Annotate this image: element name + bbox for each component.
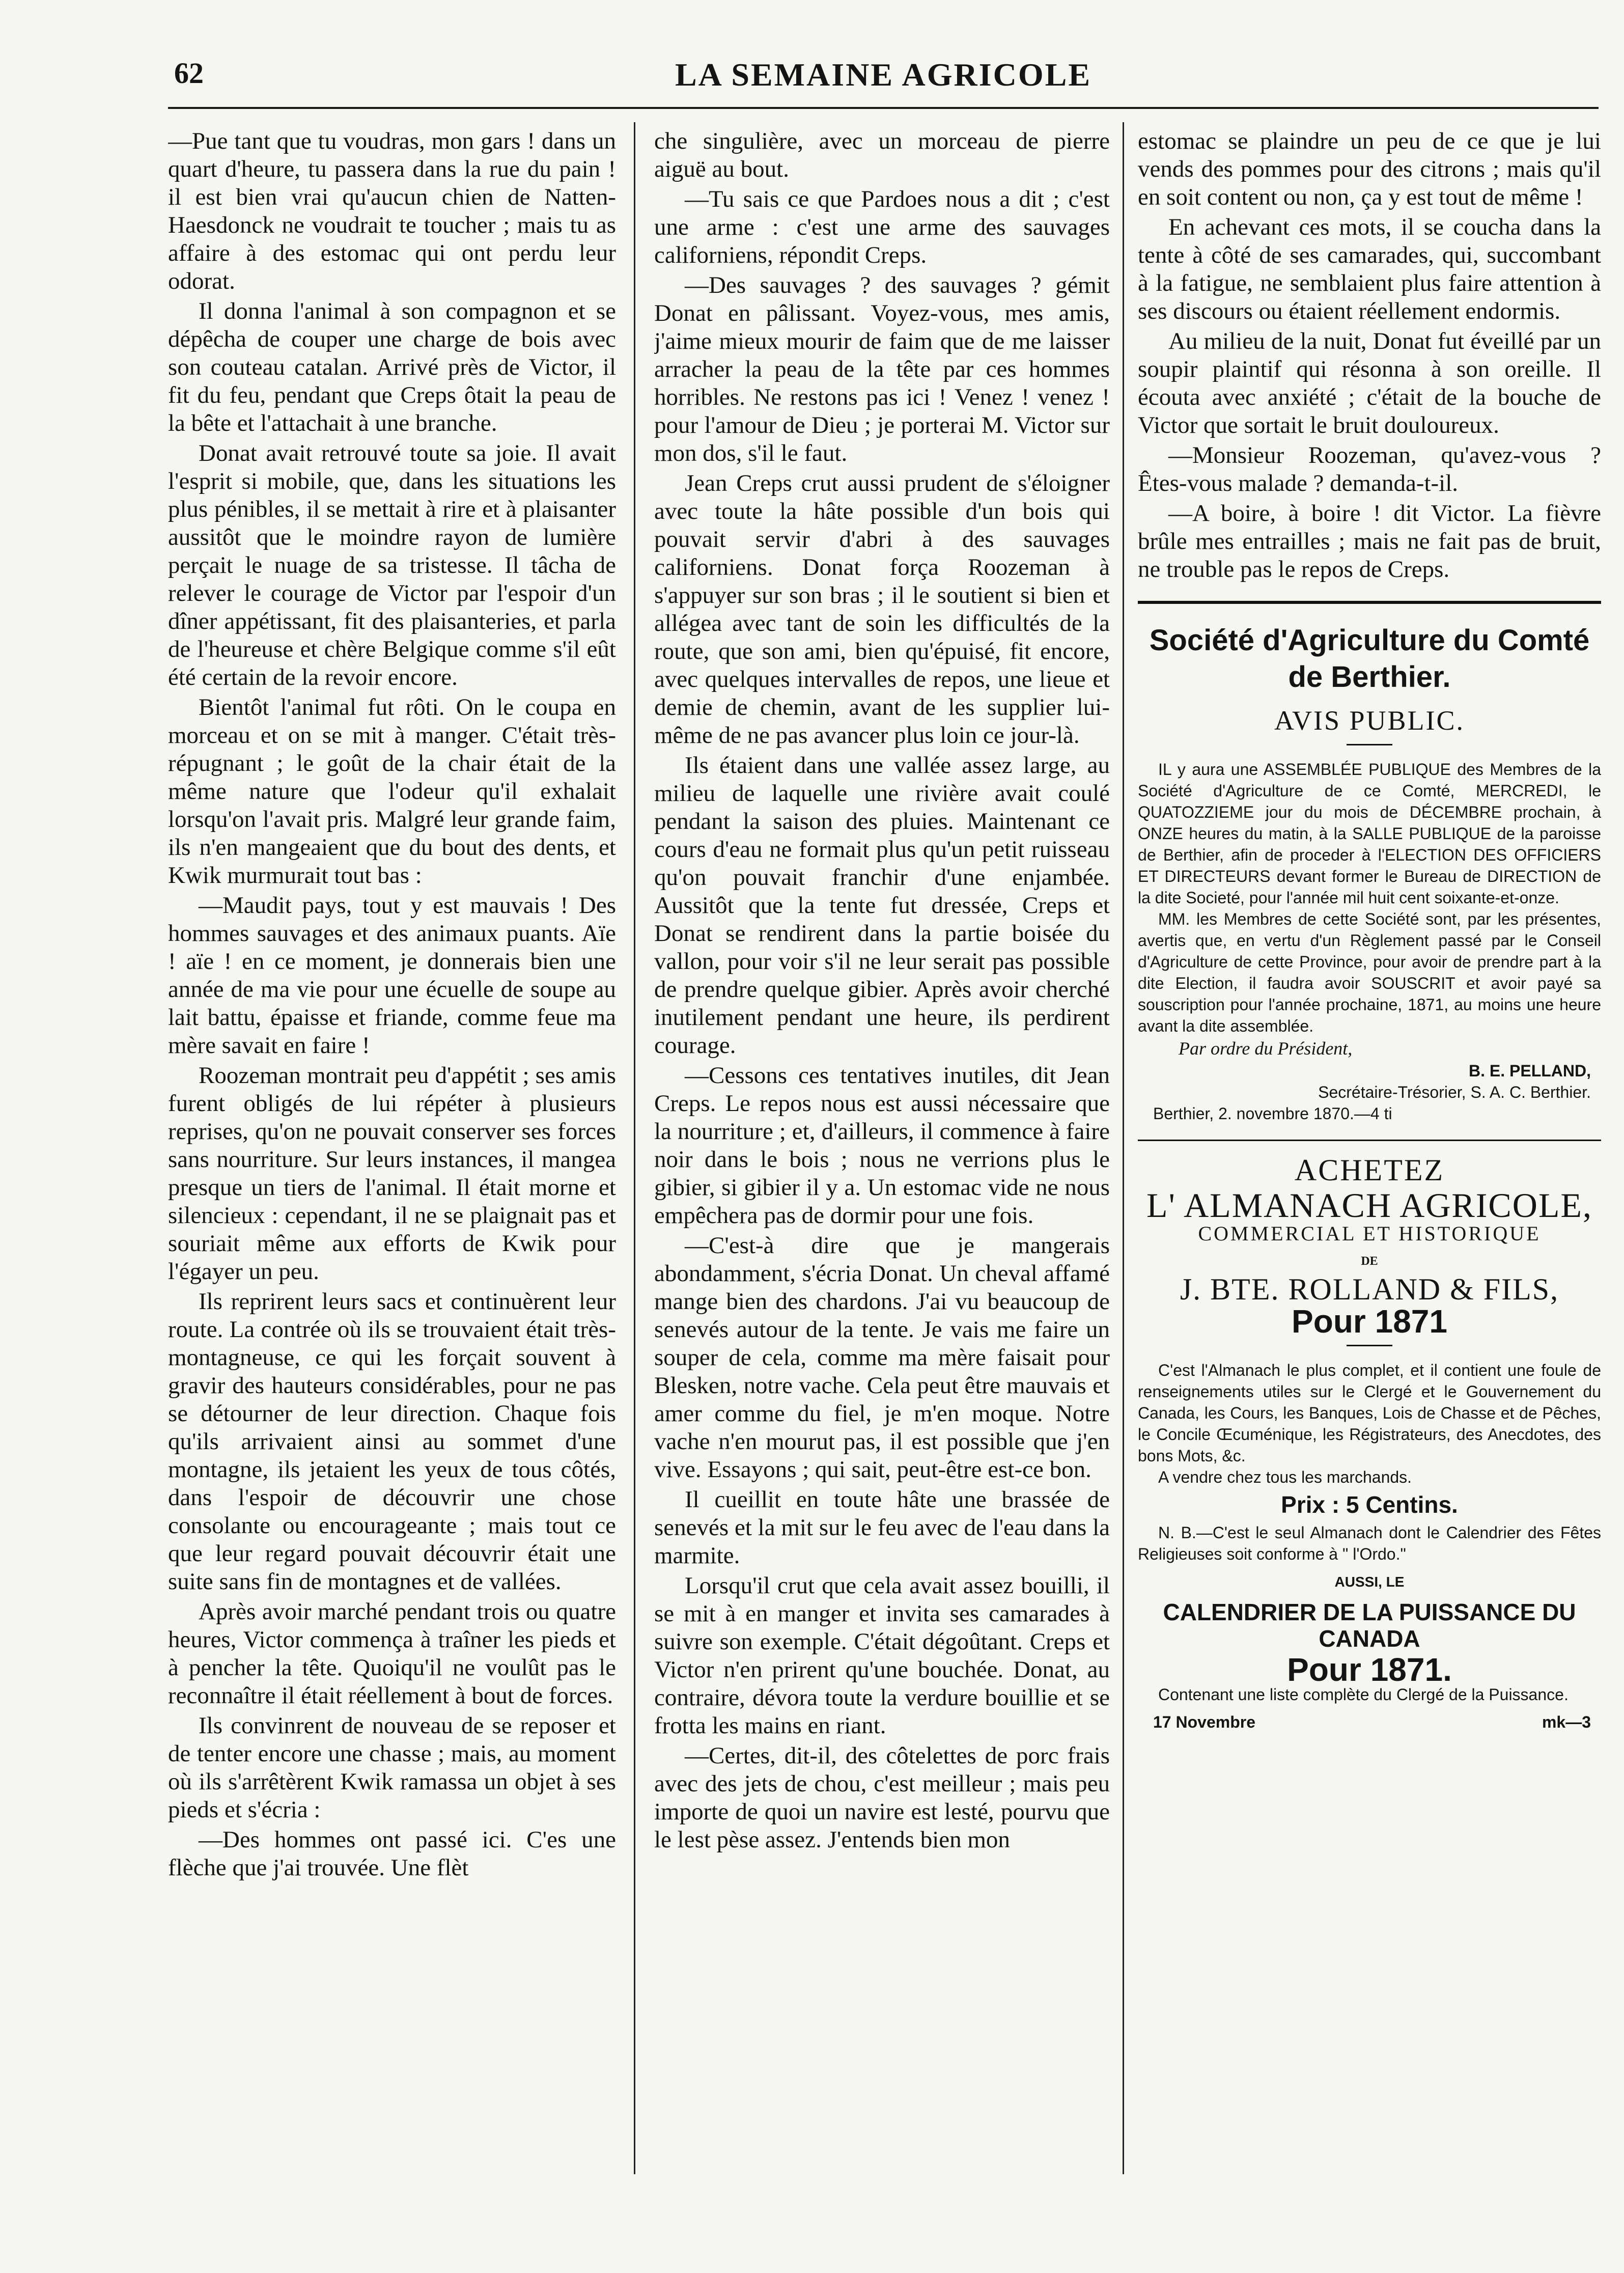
paragraph: Au milieu de la nuit, Donat fut éveillé par un soupir plaintif qui résonna à son oreille. Il écouta avec anxiété ; c'était de la bouche de Victor que sortait le bruit douloureux. <box>1138 328 1601 438</box>
paragraph: Donat avait retrouvé toute sa joie. Il avait l'esprit si mobile, que, dans les situations les plus pénibles, il se mettait à rire et à plaisanter aussitôt que le moindre rayon de lumière perçait le nuage de sa tristesse. Il tâcha de relever le courage de Victor par l'espoir d'un dîner appétissant, fit des plaisanteries, et parla de l'heureuse et chère Belgique comme s'il eût été certain de la revoir encore. <box>168 440 616 690</box>
paragraph: —Pue tant que tu voudras, mon gars ! dans un quart d'heure, tu passera dans la rue du pain ! il est bien vrai qu'aucun chien de Natten-Haesdonck ne voudrait te toucher ; mais tu as affaire à des estomac qui ont perdu leur odorat. <box>168 128 616 294</box>
paragraph: Il cueillit en toute hâte une brassée de senevés et la mit sur le feu avec de l'eau dans la marmite. <box>654 1486 1110 1569</box>
ad-calendar-title: CALENDRIER DE LA PUISSANCE DU CANADA <box>1163 1599 1576 1652</box>
paragraph: En achevant ces mots, il se coucha dans la tente à côté de ses camarades, qui, succombant à la fatigue, ne semblaient plus faire attention à ses discours ou étaient réellement endormis. <box>1138 214 1601 324</box>
notice-heading: Société d'Agriculture du Comté de Berthier. <box>1149 624 1590 694</box>
paragraph: —Monsieur Roozeman, qu'avez-vous ? Êtes-vous malade ? demanda-t-il. <box>1138 442 1601 496</box>
paragraph: —C'est-à dire que je mangerais abondamment, s'écria Donat. Un cheval affamé mange bien des chardons. J'ai vu beaucoup de senevés autour de la tente. Je vais me faire un souper de cela, comme ma mère faisait pour Blesken, notre vache. Cela peut être mauvais et amer comme du fiel, je m'en moque. Notre vache n'en mourut pas, il est possible que j'en vive. Essayons ; qui sait, peut-être est-ce bon. <box>654 1232 1110 1483</box>
paragraph: Lorsqu'il crut que cela avait assez bouilli, il se mit à en manger et invita ses camarades à suivre son exemple. C'était dégoûtant. Creps et Victor n'en prirent qu'une bouchée. Donat, au contraire, dévora toute la verdure bouillie et se frotta les mains en riant. <box>654 1572 1110 1739</box>
ad-calendar-description: Contenant une liste complète du Clergé de la Puissance. <box>1158 1685 1569 1704</box>
ad-note: N. B.—C'est le seul Almanach dont le Calendrier des Fêtes Religieuses soit conforme à " l'Ordo." <box>1138 1523 1601 1563</box>
paragraph: Il donna l'animal à son compagnon et se dépêcha de couper une charge de bois avec son couteau catalan. Arrivé près de Victor, il fit du feu, pendant que Creps ôtait la peau de la bête et l'attachait à une branche. <box>168 298 616 436</box>
notice-title: AVIS PUBLIC. <box>1274 705 1465 736</box>
column-rule <box>1123 122 1124 2174</box>
ad-subtitle: COMMERCIAL ET HISTORIQUE <box>1198 1222 1541 1245</box>
paragraph: —A boire, à boire ! dit Victor. La fièvre brûle mes entrailles ; mais ne fait pas de bruit, ne trouble pas le repos de Creps. <box>1138 500 1601 583</box>
notice-date: Berthier, 2. novembre 1870.—4 ti <box>1153 1104 1392 1123</box>
ad-sale: A vendre chez tous les marchands. <box>1158 1468 1412 1486</box>
paragraph: estomac se plaindre un peu de ce que je lui vends des pommes pour des citrons ; mais qu'il en soit content ou non, ça y est tout de même ! <box>1138 128 1601 210</box>
section-divider <box>1138 601 1601 604</box>
ad-calendar-year: Pour 1871. <box>1287 1651 1452 1688</box>
ad-footer-date: 17 Novembre <box>1153 1713 1255 1731</box>
notice-body: MM. les Membres de cette Société sont, par les présentes, avertis que, en vertu d'un Règlement passé par le Conseil d'Agriculture de cette Province, pour avoir de prendre part à la dite Election, il faudra avoir SOUSCRIT et avoir payé sa souscription pour l'année prochaine, 1871, au moins une heure avant la dite assemblée. <box>1138 910 1601 1035</box>
ad-title: L' ALMANACH AGRICOLE, <box>1146 1186 1592 1225</box>
story-column-2 <box>654 127 1110 2174</box>
paragraph: —Des hommes ont passé ici. C'es une flèche que j'ai trouvée. Une flèt <box>168 1826 616 1881</box>
column-rule <box>634 122 635 2174</box>
ad-de: DE <box>1361 1255 1378 1268</box>
notice-signer-title: Secrétaire-Trésorier, S. A. C. Berthier. <box>1318 1083 1591 1101</box>
ad-aussi: AUSSI, LE <box>1334 1574 1405 1590</box>
paragraph: Jean Creps crut aussi prudent de s'éloigner avec toute la hâte possible d'un bois qui pouvait servir d'abri à des sauvages californiens. Donat força Roozeman à s'appuyer sur son bras ; il le soutient si bien et allégea avec tant de soin les difficultés de la route, que son ami, bien qu'épuisé, fit encore, avec quelques intervalles de repos, une lieue et demie de chemin, avant de les supplier lui-même de ne pas avancer plus loin ce jour-là. <box>654 470 1110 749</box>
paragraph: Roozeman montrait peu d'appétit ; ses amis furent obligés de lui répéter à plusieurs reprises, qu'on ne pouvait conserver ses forces sans nourriture. Sur leurs instances, il mangea presque un tiers de l'animal. Il était morne et silencieux : cependant, il ne se plaignait pas et souriait même aux efforts de Kwik pour l'égayer un peu. <box>168 1062 616 1285</box>
ad-year: Pour 1871 <box>1292 1303 1447 1340</box>
ad-description: C'est l'Almanach le plus complet, et il contient une foule de renseignements utiles sur le Clergé et le Gouvernement du Canada, les Cours, les Banques, Lois de Chasse et de Pêches, le Concile Œcuménique, les Régistrateurs, des Anecdotes, des bons Mots, &c. <box>1138 1361 1601 1465</box>
notice-body: IL y aura une ASSEMBLÉE PUBLIQUE des Membres de la Société d'Agriculture de ce Comté, MERCREDI, le QUATOZZIEME jour du mois de DÉCEMBRE prochain, à ONZE heures du matin, à la SALLE PUBLIQUE de la paroisse de Berthier, afin de proceder à l'ELECTION DES OFFICIERS ET DIRECTEURS devant former le Bureau de DIRECTION de la dite Societé, pour l'année mil huit cent soixante-et-onze. <box>1138 760 1601 907</box>
notice-signer: B. E. PELLAND, <box>1468 1062 1591 1080</box>
paragraph: Ils étaient dans une vallée assez large, au milieu de laquelle une rivière avait coulé pendant la saison des pluies. Maintenant ce cours d'eau ne formait plus qu'un petit ruisseau qu'on pouvait franchir d'une enjambée. Aussitôt que la tente fut dressée, Creps et Donat se rendirent dans la partie boisée du vallon, pour voir s'il ne leur serait pas possible de prendre quelque gibier. Après avoir cherché inutilement pendant une heure, ils perdirent courage. <box>654 752 1110 1059</box>
short-divider <box>1347 1345 1392 1346</box>
paragraph: —Certes, dit-il, des côtelettes de porc frais avec des jets de chou, c'est meilleur ; mais peu importe de quoi un navire est lesté, pourvu que le lest pèse assez. J'entends bien mon <box>654 1742 1110 1853</box>
paragraph: —Tu sais ce que Pardoes nous a dit ; c'est une arme : c'est une arme des sauvages californiens, répondit Creps. <box>654 186 1110 268</box>
paragraph: che singulière, avec un morceau de pierre aiguë au bout. <box>654 128 1110 182</box>
paragraph: Ils reprirent leurs sacs et continuèrent leur route. La contrée où ils se trouvaient était très-montagneuse, ce qui les forçait souvent à gravir des hauteurs considérables, pour ne pas se détourner de leur direction. Chaque fois qu'ils arrivaient ainsi au sommet d'une montagne, ils jetaient les yeux de tous côtés, dans l'espoir de découvrir une chose consolante ou encourageante ; mais tout ce que leur regard pouvait découvrir était une suite sans fin de montagnes et de vallées. <box>168 1288 616 1595</box>
paragraph: Ils convinrent de nouveau de se reposer et de tenter encore une chasse ; mais, au moment où ils s'arrêtèrent Kwik ramassa un objet à ses pieds et s'écria : <box>168 1712 616 1823</box>
paragraph: —Maudit pays, tout y est mauvais ! Des hommes sauvages et des animaux puants. Aïe ! aïe ! en ce moment, je donnerais bien une année de ma vie pour une écuelle de soupe au lait battu, épaisse et friande, comme feue ma mère savait en faire ! <box>168 892 616 1059</box>
ad-publisher: J. BTE. ROLLAND & FILS, <box>1180 1272 1559 1306</box>
ad-footer <box>1138 1708 1601 1736</box>
ad-price: Prix : 5 Centins. <box>1281 1491 1458 1518</box>
page-header <box>168 51 1599 109</box>
short-divider <box>1347 744 1392 745</box>
paragraph: Bientôt l'animal fut rôti. On le coupa en morceau et on se mit à manger. C'était très-répugnant ; le goût de la chair était de la même nature que l'odeur qu'il exhalait lorsqu'on l'avait pris. Malgré leur grande faim, ils n'en mangeaient que du bout des dents, et Kwik murmurait tout bas : <box>168 694 616 889</box>
page-number: 62 <box>174 57 204 90</box>
ad-call-to-action: ACHETEZ <box>1294 1153 1445 1187</box>
ad-footer-code: mk—3 <box>1542 1713 1591 1731</box>
story-column-3 <box>1138 127 1601 2174</box>
section-divider <box>1138 1140 1601 1141</box>
almanach-advertisement <box>1138 1153 1601 1736</box>
paragraph: —Cessons ces tentatives inutiles, dit Jean Creps. Le repos nous est aussi nécessaire que la nourriture ; et, d'ailleurs, il commence à faire noir dans le bois ; nous ne verrions plus le gibier, si gibier il y a. Un estomac vide ne nous empêchera pas de dormir pour une fois. <box>654 1062 1110 1229</box>
notice-order: Par ordre du Président, <box>1179 1038 1353 1059</box>
journal-title: LA SEMAINE AGRICOLE <box>675 57 1092 93</box>
public-notice <box>1138 622 1601 1124</box>
paragraph: Après avoir marché pendant trois ou quatre heures, Victor commença à traîner les pieds et à pencher la tête. Quoiqu'il ne voulût pas le reconnaître il était réellement à bout de forces. <box>168 1598 616 1709</box>
paragraph: —Des sauvages ? des sauvages ? gémit Donat en pâlissant. Voyez-vous, mes amis, j'aime mieux mourir de faim que de me laisser arracher la peau de la tête par ces hommes horribles. Ne restons pas ici ! Venez ! venez ! pour l'amour de Dieu ; je porterai M. Victor sur mon dos, s'il le faut. <box>654 272 1110 466</box>
story-column-1 <box>168 127 616 2174</box>
